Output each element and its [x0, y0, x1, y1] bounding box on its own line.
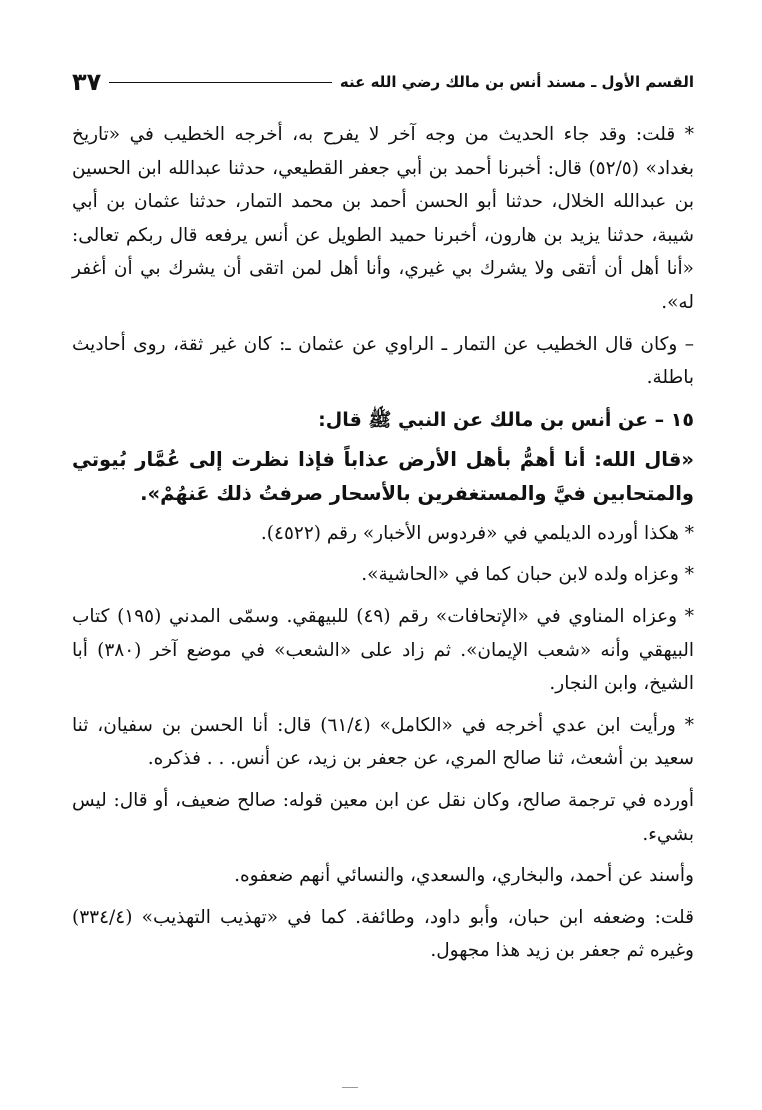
- note-conclusion: قلت: وضعفه ابن حبان، وأبو داود، وطائفة. كما في «تهذيب التهذيب» (٣٣٤/٤) وغيره ثم جعفر بن زيد هذا مجهول.: [72, 906, 694, 962]
- note-ibn-adi: * ورأيت ابن عدي أخرجه في «الكامل» (٦١/٤) قال: أنا الحسن بن سفيان، ثنا سعيد بن أشعث، ثنا صالح المري، عن جعفر بن زيد، عن أنس. . . فذكره.: [72, 714, 694, 770]
- page-number: ٣٧: [72, 68, 102, 96]
- running-header: [72, 64, 694, 100]
- header-rule: [109, 82, 332, 83]
- paragraph-khatib-narration: * قلت: وقد جاء الحديث من وجه آخر لا يفرح به، أخرجه الخطيب في «تاريخ بغداد» (٥٢/٥) قال: أخبرنا أحمد بن أبي جعفر القطيعي، حدثنا عبدالله ابن الحسين بن عبدالله الخلال، حدثنا أبو الحسن أحمد بن محمد التمار، حدثنا عثمان بن أبي شيبة، حدثنا يزيد بن هارون، أخبرنا حميد الطويل عن أنس يرفعه قال ربكم تعالى: «أنا أهل أن أتقى ولا يشرك بي غيري، وأنا أهل لمن اتقى أن يشرك بي أن أغفر له».: [72, 124, 694, 313]
- page-body: [72, 118, 694, 976]
- hadith-heading: ١٥ – عن أنس بن مالك عن النبي ﷺ قال:: [318, 408, 694, 431]
- running-title: القسم الأول ـ مسند أنس بن مالك رضي الله عنه: [339, 73, 694, 91]
- book-page: [72, 0, 694, 1110]
- note-ibn-hibban: * وعزاه ولده لابن حبان كما في «الحاشية».: [361, 564, 694, 586]
- paragraph-tammar-note: – وكان قال الخطيب عن التمار ـ الراوي عن عثمان ـ: كان غير ثقة، روى أحاديث باطلة.: [72, 333, 694, 389]
- note-munawi: * وعزاه المناوي في «الإتحافات» رقم (٤٩) للبيهقي. وسمّى المدني (١٩٥) كتاب البيهقي وأنه «شعب الإيمان». ثم زاد على «الشعب» في موضع آخر (٣٨٠) أبا الشيخ، وابن النجار.: [72, 605, 694, 695]
- footer-mark: [342, 1087, 358, 1088]
- hadith-text: «قال الله: أنا أهمُّ بأهل الأرض عذاباً فإذا نظرت إلى عُمَّار بُيوتي والمتحابين فيَّ والمستغفرين بالأسحار صرفتُ ذلك عَنهُمْ».: [72, 447, 694, 505]
- note-daylami: * هكذا أورده الديلمي في «فردوس الأخبار» رقم (٤٥٢٢).: [260, 522, 694, 544]
- note-weakeners: وأسند عن أحمد، والبخاري، والسعدي، والنسائي أنهم ضعفوه.: [234, 865, 694, 887]
- note-salih-biography: أورده في ترجمة صالح، وكان نقل عن ابن معين قوله: صالح ضعيف، أو قال: ليس بشيء.: [72, 789, 694, 845]
